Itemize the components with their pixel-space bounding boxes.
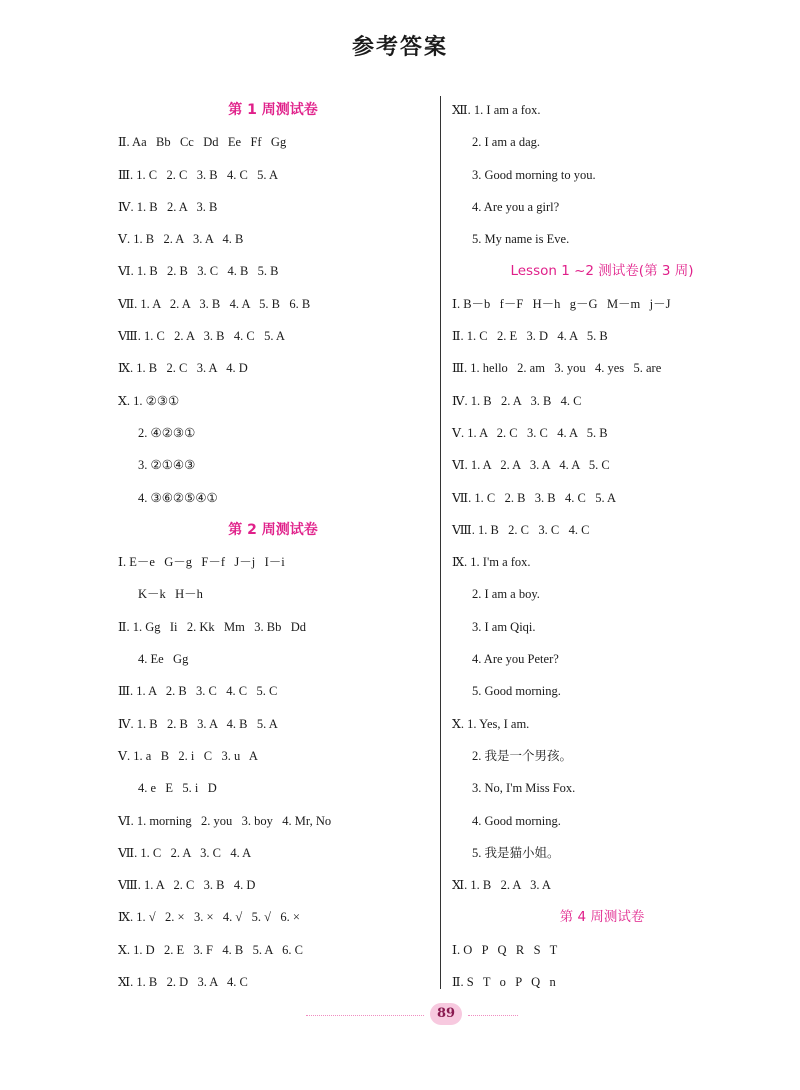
answer-line: Ⅻ. 1. I am a fox.: [452, 103, 541, 117]
page-footer: [0, 1003, 800, 1027]
answer-line: Ⅷ. 1. C 2. A 3. B 4. C 5. A: [118, 329, 285, 344]
answer-line: Ⅶ. 1. C 2. A 3. C 4. A: [118, 845, 252, 860]
answer-line: Ⅰ. B－b f－F H－h g－G M－m j－J: [452, 296, 671, 311]
answer-line: Ⅴ. 1. B 2. A 3. A 4. B: [118, 232, 244, 247]
answer-line: Ⅰ. O P Q R S T: [452, 942, 558, 957]
column-divider: [440, 96, 441, 989]
section-heading: 第 4 周测试卷: [559, 909, 645, 926]
answer-line: Ⅺ. 1. B 2. D 3. A 4. C: [118, 975, 248, 990]
answer-subline: 5. 我是猫小姐。: [472, 845, 560, 860]
answer-subline: 2. ④②③①: [138, 425, 196, 440]
section-heading: Lesson 1 ~2 测试卷(第 3 周): [510, 263, 694, 280]
answer-line: Ⅹ. 1. Yes, I am.: [452, 716, 530, 731]
answer-line: Ⅸ. 1. I'm a fox.: [452, 555, 531, 570]
answer-line: Ⅵ. 1. A 2. A 3. A 4. A 5. C: [452, 458, 610, 473]
answer-line: Ⅱ. 1. Gg Ii 2. Kk Mm 3. Bb Dd: [118, 619, 307, 634]
answer-line: Ⅴ. 1. A 2. C 3. C 4. A 5. B: [452, 425, 608, 440]
answer-line: Ⅳ. 1. B 2. A 3. B 4. C: [452, 393, 582, 408]
answer-subline: 2. I am a boy.: [472, 587, 540, 602]
answer-subline: 3. Good morning to you.: [472, 167, 596, 182]
answer-subline: 4. Good morning.: [472, 813, 561, 828]
answer-subline: 3. ②①④③: [138, 458, 196, 473]
answer-line: Ⅺ. 1. B 2. A 3. A: [452, 878, 551, 893]
answer-line: Ⅹ. 1. D 2. E 3. F 4. B 5. A 6. C: [118, 942, 303, 957]
answer-line: Ⅵ. 1. B 2. B 3. C 4. B 5. B: [118, 264, 279, 279]
left-column: [118, 94, 428, 998]
answer-subline: 2. 我是一个男孩。: [472, 748, 573, 763]
footer-dotted-rule-right: [468, 1015, 518, 1016]
answer-subline: 2. I am a dag.: [472, 135, 541, 150]
answer-subline: 4. Ee Gg: [138, 652, 189, 667]
answer-line: Ⅱ. S T o P Q n: [452, 975, 556, 990]
answer-subline: 4. Are you Peter?: [472, 652, 559, 667]
answer-line: Ⅷ. 1. A 2. C 3. B 4. D: [118, 878, 256, 893]
answer-line: Ⅲ. 1. hello 2. am 3. you 4. yes 5. are: [452, 361, 662, 376]
answer-line: Ⅳ. 1. B 2. A 3. B: [118, 199, 218, 214]
answer-subline: 5. Good morning.: [472, 684, 561, 699]
answer-subline: K－k H－h: [138, 587, 203, 602]
answer-subline: 4. ③⑥②⑤④①: [138, 490, 218, 505]
answer-subline: 5. My name is Eve.: [472, 232, 570, 247]
answer-subline: 4. Are you a girl?: [472, 199, 560, 214]
answer-line: Ⅰ. E－e G－g F－f J－j I－i: [118, 555, 285, 570]
page-number: 89: [430, 1003, 462, 1025]
right-column: [452, 94, 752, 998]
answer-subline: 3. I am Qiqi.: [472, 619, 536, 634]
answer-line: Ⅷ. 1. B 2. C 3. C 4. C: [452, 522, 590, 537]
answer-line: Ⅶ. 1. A 2. A 3. B 4. A 5. B 6. B: [118, 296, 311, 311]
answer-line: Ⅶ. 1. C 2. B 3. B 4. C 5. A: [452, 490, 617, 505]
answer-line: Ⅸ. 1. √ 2. × 3. × 4. √ 5. √ 6. ×: [118, 910, 300, 925]
page-title: 参考答案: [351, 34, 448, 60]
answer-line: Ⅱ. Aa Bb Cc Dd Ee Ff Gg: [118, 135, 287, 150]
answer-line: Ⅲ. 1. C 2. C 3. B 4. C 5. A: [118, 167, 278, 182]
answer-line: Ⅲ. 1. A 2. B 3. C 4. C 5. C: [118, 684, 278, 699]
footer-dotted-rule-left: [306, 1015, 424, 1016]
answer-subline: 4. e E 5. i D: [138, 781, 217, 796]
answer-line: Ⅳ. 1. B 2. B 3. A 4. B 5. A: [118, 716, 278, 731]
answer-line: Ⅸ. 1. B 2. C 3. A 4. D: [118, 361, 248, 376]
section-heading: 第 2 周测试卷: [228, 521, 318, 538]
section-heading: 第 1 周测试卷: [228, 102, 318, 118]
answer-line: Ⅵ. 1. morning 2. you 3. boy 4. Mr, No: [118, 813, 332, 828]
answer-line: Ⅹ. 1. ②③①: [118, 393, 180, 408]
answer-line: Ⅴ. 1. a B 2. i C 3. u A: [118, 748, 258, 763]
answer-line: Ⅱ. 1. C 2. E 3. D 4. A 5. B: [452, 329, 608, 344]
answer-subline: 3. No, I'm Miss Fox.: [472, 781, 576, 796]
